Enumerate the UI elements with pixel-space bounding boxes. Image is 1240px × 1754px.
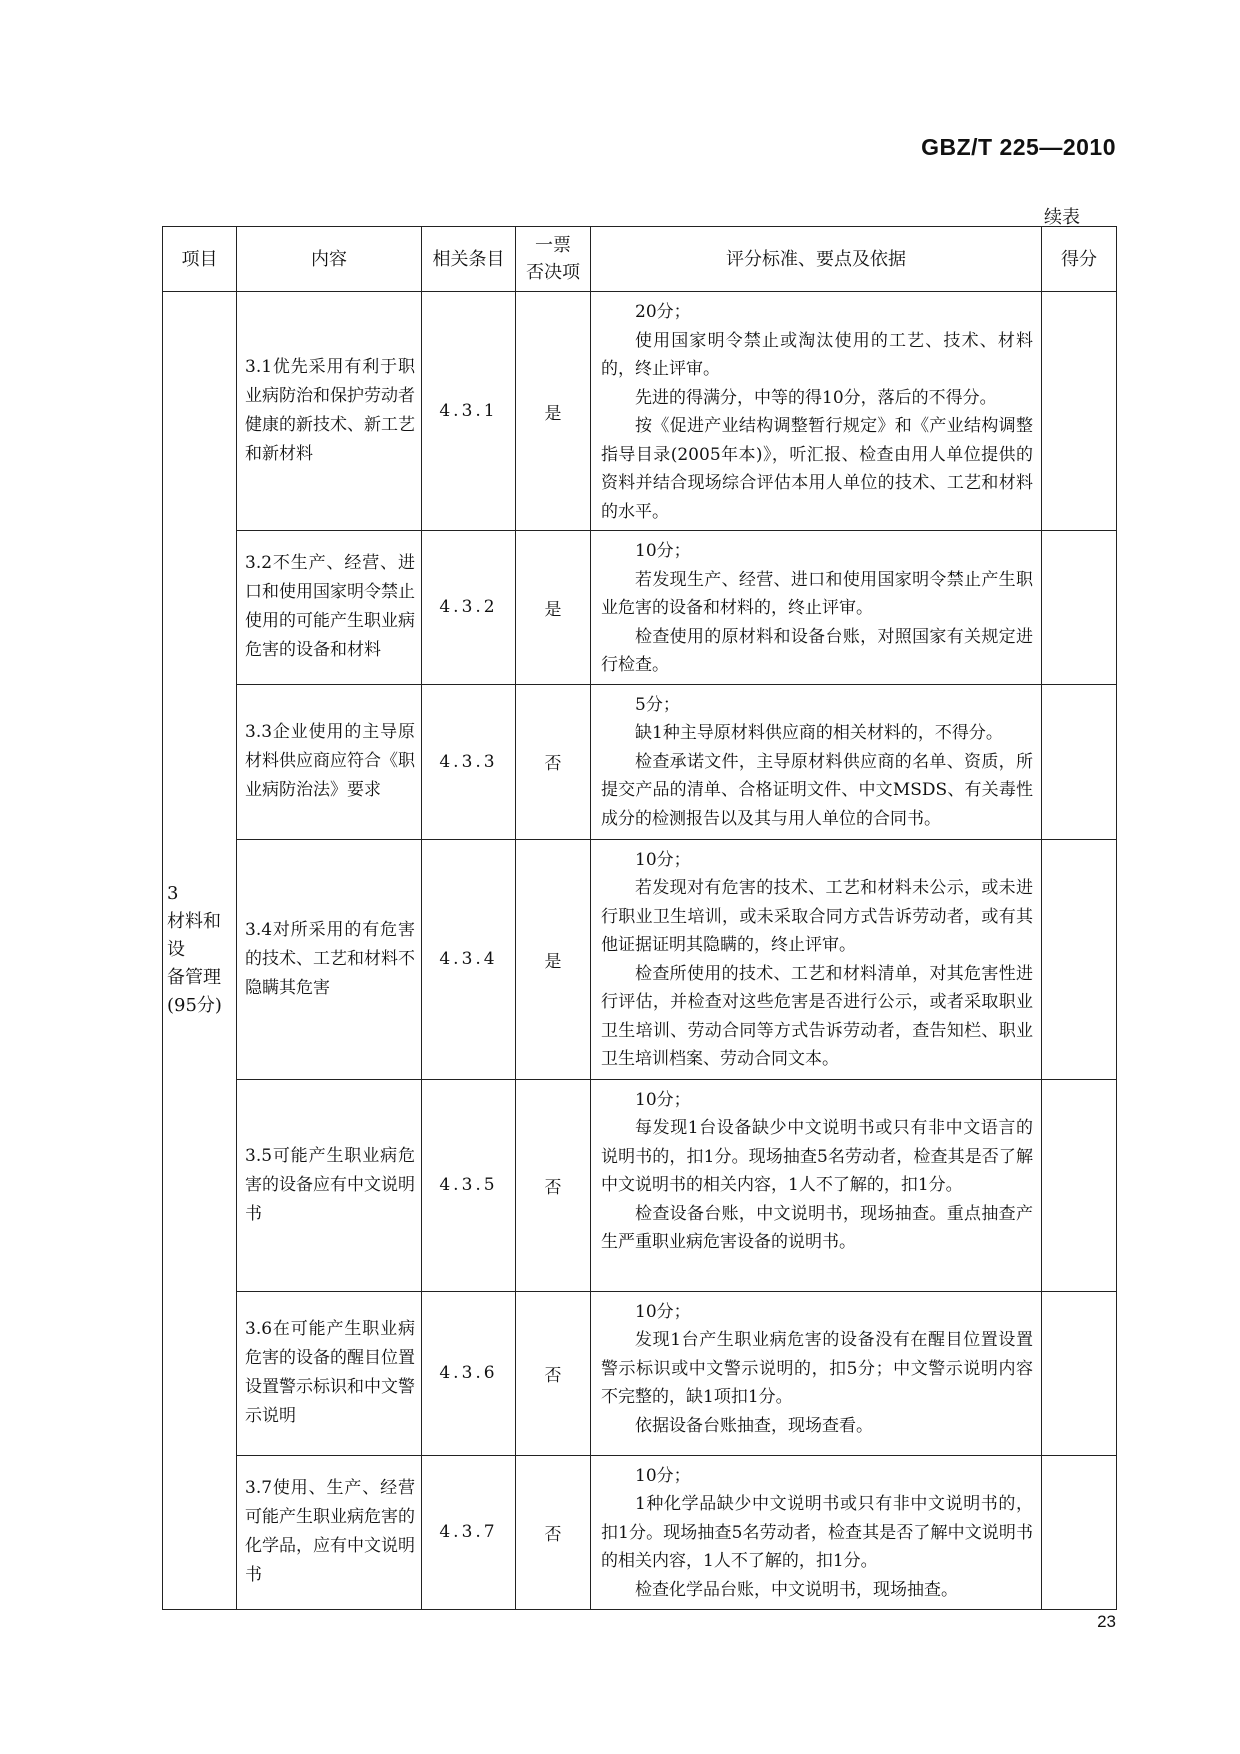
row-score [1042, 839, 1117, 1079]
table-row [163, 1291, 1117, 1455]
row-score [1042, 1291, 1117, 1455]
row-content: 3.6在可能产生职业病危害的设备的醒目位置设置警示标识和中文警示说明 [237, 1291, 422, 1455]
row-criteria [591, 839, 1042, 1079]
row-ref: 4.3.3 [422, 684, 516, 839]
criteria-line: 10分； [635, 541, 691, 561]
header-score: 得分 [1042, 227, 1117, 292]
criteria-line: 10分； [635, 849, 691, 870]
table-row [163, 839, 1117, 1079]
criteria-line: 10分； [635, 1301, 691, 1322]
header-ref: 相关条目 [422, 227, 516, 292]
table-row [163, 531, 1117, 685]
row-veto: 是 [516, 531, 591, 685]
item-name-line2: 备管理 [167, 967, 221, 989]
row-criteria [591, 292, 1042, 531]
row-content: 3.2不生产、经营、进口和使用国家明令禁止使用的可能产生职业病危害的设备和材料 [237, 531, 422, 685]
row-content: 3.7使用、生产、经营可能产生职业病危害的化学品，应有中文说明书 [237, 1455, 422, 1609]
criteria-line: 20分； [635, 302, 691, 322]
criteria-line: 10分； [635, 1465, 691, 1486]
row-content: 3.3企业使用的主导原材料供应商应符合《职业病防治法》要求 [237, 684, 422, 839]
header-veto [516, 227, 591, 292]
table-row [163, 1455, 1117, 1609]
table-row [163, 684, 1117, 839]
criteria-line: 若发现生产、经营、进口和使用国家明令禁止产生职业危害的设备和材料的，终止评审。 [601, 569, 1033, 618]
row-criteria [591, 531, 1042, 685]
criteria-line: 检查化学品台账，中文说明书，现场抽查。 [635, 1579, 958, 1600]
row-ref: 4.3.4 [422, 839, 516, 1079]
row-ref: 4.3.7 [422, 1455, 516, 1609]
row-veto: 否 [516, 1291, 591, 1455]
header-criteria: 评分标准、要点及依据 [591, 227, 1042, 292]
row-ref: 4.3.5 [422, 1079, 516, 1291]
standard-code: GBZ/T 225—2010 [921, 134, 1116, 160]
criteria-line: 检查所使用的技术、工艺和材料清单，对其危害性进行评估，并检查对这些危害是否进行公示，或者采取职业卫生培训、劳动合同等方式告诉劳动者，查告知栏、职业卫生培训档案、劳动合同文本。 [601, 963, 1033, 1069]
row-veto: 是 [516, 292, 591, 531]
row-criteria [591, 684, 1042, 839]
item-name-line1: 材料和设 [167, 911, 221, 961]
row-content: 3.5可能产生职业病危害的设备应有中文说明书 [237, 1079, 422, 1291]
criteria-line: 依据设备台账抽查，现场查看。 [635, 1415, 873, 1436]
evaluation-table [162, 226, 1117, 1610]
page-number: 23 [1097, 1612, 1116, 1631]
row-criteria [591, 1079, 1042, 1291]
header-veto-line2: 否决项 [526, 262, 580, 283]
criteria-line: 检查使用的原材料和设备台账，对照国家有关规定进行检查。 [601, 626, 1033, 675]
criteria-line: 5分； [635, 694, 680, 715]
row-score [1042, 1455, 1117, 1609]
criteria-line: 1种化学品缺少中文说明书或只有非中文说明书的，扣1分。现场抽查5名劳动者，检查其是否了解中文说明书的相关内容，1人不了解的，扣1分。 [601, 1494, 1033, 1571]
item-points: (95分) [167, 995, 222, 1017]
row-content: 3.1优先采用有利于职业病防治和保护劳动者健康的新技术、新工艺和新材料 [237, 292, 422, 531]
criteria-line: 缺1种主导原材料供应商的相关材料的，不得分。 [635, 723, 1003, 743]
row-veto: 否 [516, 1079, 591, 1291]
row-veto: 否 [516, 684, 591, 839]
header-item: 项目 [163, 227, 237, 292]
criteria-line: 先进的得满分，中等的得10分，落后的不得分。 [635, 387, 997, 408]
criteria-line: 检查设备台账，中文说明书，现场抽查。重点抽查产生严重职业病危害设备的说明书。 [601, 1203, 1033, 1252]
row-score [1042, 531, 1117, 685]
table-continued-label: 续表 [1044, 207, 1080, 228]
row-content: 3.4对所采用的有危害的技术、工艺和材料不隐瞒其危害 [237, 839, 422, 1079]
table-row [163, 1079, 1117, 1291]
table-row [163, 292, 1117, 531]
row-ref: 4.3.1 [422, 292, 516, 531]
criteria-line: 发现1台产生职业病危害的设备没有在醒目位置设置警示标识或中文警示说明的，扣5分；中文警示说明内容不完整的，缺1项扣1分。 [601, 1330, 1033, 1407]
criteria-line: 按《促进产业结构调整暂行规定》和《产业结构调整指导目录(2005年本)》，听汇报、检查由用人单位提供的资料并结合现场综合评估本用人单位的技术、工艺和材料的水平。 [601, 416, 1033, 522]
item-cell [163, 292, 237, 1610]
row-criteria [591, 1291, 1042, 1455]
criteria-line: 10分； [635, 1089, 691, 1110]
row-score [1042, 1079, 1117, 1291]
header-content: 内容 [237, 227, 422, 292]
header-veto-line1: 一票 [535, 235, 571, 256]
row-score [1042, 684, 1117, 839]
criteria-line: 若发现对有危害的技术、工艺和材料未公示，或未进行职业卫生培训，或未采取合同方式告诉劳动者，或有其他证据证明其隐瞒的，终止评审。 [601, 878, 1033, 955]
criteria-line: 每发现1台设备缺少中文说明书或只有非中文语言的说明书的，扣1分。现场抽查5名劳动者，检查其是否了解中文说明书的相关内容，1人不了解的，扣1分。 [601, 1118, 1033, 1195]
criteria-line: 检查承诺文件，主导原材料供应商的名单、资质，所提交产品的清单、合格证明文件、中文MSDS、有关毒性成分的检测报告以及其与用人单位的合同书。 [601, 751, 1033, 829]
criteria-line: 使用国家明令禁止或淘汰使用的工艺、技术、材料的，终止评审。 [601, 330, 1033, 379]
row-score [1042, 292, 1117, 531]
row-ref: 4.3.2 [422, 531, 516, 685]
row-criteria [591, 1455, 1042, 1609]
row-ref: 4.3.6 [422, 1291, 516, 1455]
table-header-row [163, 227, 1117, 292]
item-number: 3 [167, 883, 179, 905]
row-veto: 是 [516, 839, 591, 1079]
row-veto: 否 [516, 1455, 591, 1609]
